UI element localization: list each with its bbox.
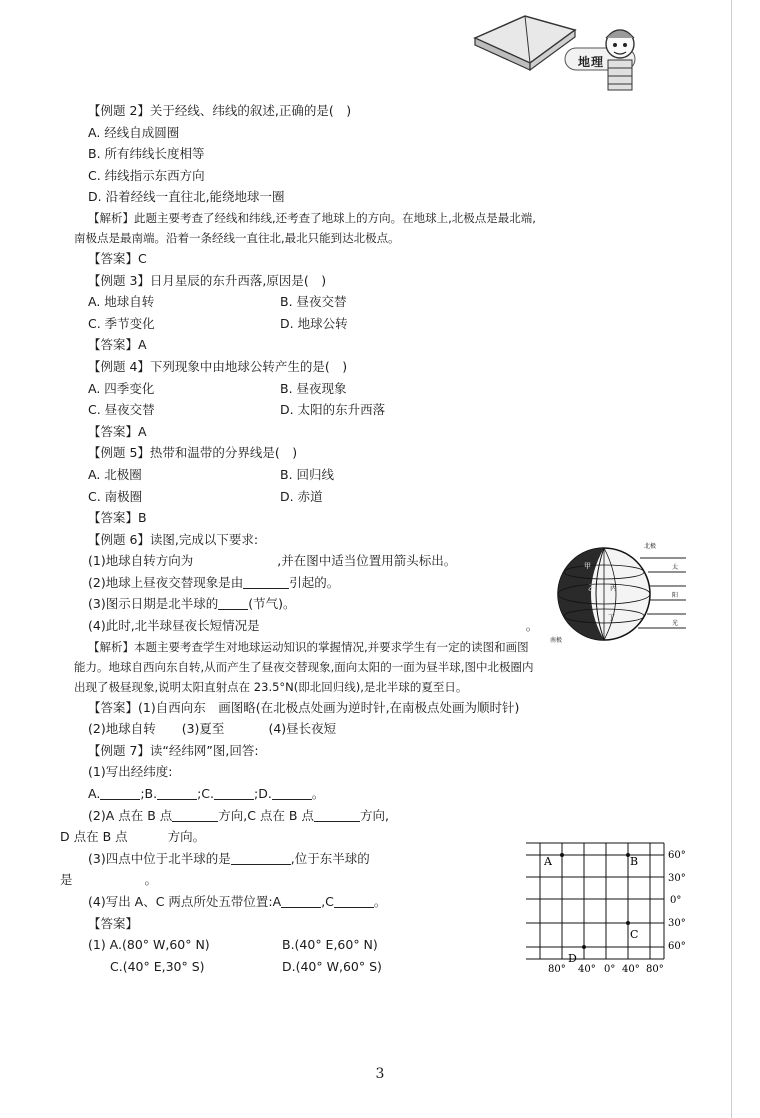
q6-answer-1: 【答案】(1)自西向东 画图略(在北极点处画为逆时针,在南极点处画为顺时针) xyxy=(88,699,520,715)
q6-answer-2-part-c: (4)昼长夜短 xyxy=(268,721,337,737)
q7-blank-d[interactable] xyxy=(272,785,312,800)
q6-answer-2-part-a: (2)地球自转 xyxy=(88,721,156,737)
q7-item-1-blanks xyxy=(88,783,680,805)
q7-item-2-text-d: D 点在 B 点 xyxy=(60,829,128,845)
q6-item-3-text-a: (3)图示日期是北半球的 xyxy=(88,596,219,612)
q5-option-a: A. 北极圈 xyxy=(88,466,142,482)
point-b-label: B xyxy=(630,855,639,868)
q7-item-4-blank-c[interactable] xyxy=(334,893,374,908)
q7-item-2-text-c: 方向, xyxy=(359,807,389,823)
q3-stem: 【例题 3】日月星辰的东升西落,原因是( ) xyxy=(88,272,327,288)
q5-option-b: B. 回归线 xyxy=(280,466,335,482)
q3-options-row-1 xyxy=(88,291,680,313)
q2-analysis-2: 南极点是最南端。沿着一条经线一直往北,最北只能到达北极点。 xyxy=(74,230,400,245)
q2-option-a: A. 经线自成圆圈 xyxy=(88,124,180,140)
point-c-label: C xyxy=(630,928,639,941)
q4-stem: 【例题 4】下列现象中由地球公转产生的是( ) xyxy=(88,358,348,374)
q7-item-4-text-a: (4)写出 A、C 两点所处五带位置:A xyxy=(88,894,282,909)
q2-option-d: D. 沿着经线一直往北,能绕地球一圈 xyxy=(88,189,285,205)
lon-label-0: 0° xyxy=(604,964,616,975)
q7-item-4-text-c: 。 xyxy=(373,894,387,909)
point-d-label: D xyxy=(568,952,577,965)
q7-item-3-text-c: 是 xyxy=(60,872,73,888)
q7-answer-a: (1) A.(80° W,60° N) xyxy=(88,937,210,953)
q6-item-3-blank[interactable] xyxy=(218,595,248,610)
lon-label-80w: 80° xyxy=(548,964,566,975)
sun-label-1: 太 xyxy=(672,564,679,571)
q7-item-2-blank-2[interactable] xyxy=(314,807,360,822)
sun-label-2: 阳 xyxy=(672,592,679,599)
lat-label-30n: 30° xyxy=(668,873,686,884)
q6-item-2-text-b: 引起的。 xyxy=(289,574,340,590)
point-label-ding: 丁 xyxy=(608,614,615,622)
lat-label-60n: 60° xyxy=(668,850,686,861)
q6-answer-2-part-b: (3)夏至 xyxy=(181,721,225,737)
q7-answer-d: D.(40° W,60° S) xyxy=(282,958,382,974)
q5-option-d: D. 赤道 xyxy=(280,488,323,504)
q2-option-c: C. 纬线指示东西方向 xyxy=(88,167,205,183)
subject-badge: 地理 xyxy=(578,55,605,69)
q3-answer: 【答案】A xyxy=(88,337,147,353)
q7-blank-a[interactable] xyxy=(100,785,140,800)
lon-label-40e: 40° xyxy=(622,964,640,975)
q5-options-row-2 xyxy=(88,486,680,508)
q3-option-d: D. 地球公转 xyxy=(280,315,348,331)
q6-analysis-3: 出现了极昼现象,说明太阳直射点在 23.5°N(即北回归线),是北半球的夏至日。 xyxy=(74,679,468,694)
q7-blank-b[interactable] xyxy=(157,785,197,800)
q6-item-4-text-b: 。 xyxy=(525,618,539,634)
q4-answer: 【答案】A xyxy=(88,423,147,439)
q7-item-3-text-a: (3)四点中位于北半球的是 xyxy=(88,850,231,866)
point-label-yi: 乙 xyxy=(588,584,595,592)
figure-north-label: 北极 xyxy=(644,543,657,550)
lat-label-60s: 60° xyxy=(668,941,686,952)
q2-analysis-1: 【解析】此题主要考查了经线和纬线,还考查了地球上的方向。在地球上,北极点是最北端, xyxy=(88,210,536,225)
q6-analysis-1: 【解析】本题主要考查学生对地球运动知识的掌握情况,并要求学生有一定的读图和画图 xyxy=(88,639,529,654)
q7-item-2-text-e: 方向。 xyxy=(167,829,206,845)
q6-stem: 【例题 6】读图,完成以下要求: xyxy=(88,531,259,547)
q7-answer-head: 【答案】 xyxy=(88,915,139,931)
point-label-bing: 丙 xyxy=(610,584,617,592)
q4-options-row-1 xyxy=(88,378,680,400)
q7-stem: 【例题 7】读“经纬网”图,回答: xyxy=(88,742,259,758)
lat-label-30s: 30° xyxy=(668,918,686,929)
q3-option-a: A. 地球自转 xyxy=(88,294,155,310)
q7-item-1: (1)写出经纬度: xyxy=(88,764,173,780)
q4-options-row-2 xyxy=(88,399,680,421)
point-c-marker xyxy=(626,921,630,925)
q3-option-c: C. 季节变化 xyxy=(88,315,155,331)
q5-answer: 【答案】B xyxy=(88,510,147,526)
lon-label-40w: 40° xyxy=(578,964,596,975)
page-border xyxy=(731,0,732,1118)
q7-item-3-blank[interactable] xyxy=(231,850,291,865)
q6-answer-2 xyxy=(88,718,680,740)
point-a-marker xyxy=(560,853,564,857)
q7-item-4-blank-a[interactable] xyxy=(281,893,321,908)
q7-item-1-label-a: A. xyxy=(88,786,101,802)
q4-option-c: C. 昼夜交替 xyxy=(88,402,155,418)
q7-item-1-label-b: ;B. xyxy=(140,786,158,802)
q4-option-b: B. 昼夜现象 xyxy=(280,380,347,396)
q6-item-2-text-a: (2)地球上昼夜交替现象是由 xyxy=(88,574,244,590)
q7-blank-c[interactable] xyxy=(214,785,254,800)
q7-item-1-label-d: ;D. xyxy=(254,786,272,802)
q7-item-2 xyxy=(88,805,680,827)
q6-item-3-text-b: (节气)。 xyxy=(248,596,296,612)
q2-stem: 【例题 2】关于经线、纬线的叙述,正确的是( ) xyxy=(88,103,352,118)
q3-options-row-2 xyxy=(88,313,680,335)
lat-long-grid-figure xyxy=(518,835,698,975)
q6-item-1-text-b: ,并在图中适当位置用箭头标出。 xyxy=(277,553,457,569)
point-label-jia: 甲 xyxy=(584,562,591,570)
q2-answer: 【答案】C xyxy=(88,250,147,266)
q6-analysis-2: 能力。地球自西向东自转,从而产生了昼夜交替现象,面向太阳的一面为昼半球,图中北极圈内 xyxy=(74,659,534,674)
q7-item-1-end: 。 xyxy=(311,786,325,802)
q5-option-c: C. 南极圈 xyxy=(88,488,143,504)
q7-item-2-text-b: 方向,C 点在 B 点 xyxy=(218,807,314,823)
q7-item-4-text-b: ,C xyxy=(321,894,334,909)
point-a-label: A xyxy=(544,855,552,868)
point-d-marker xyxy=(582,945,586,949)
q6-item-1-text-a: (1)地球自转方向为 xyxy=(88,553,194,569)
earth-illumination-figure xyxy=(548,540,688,645)
q7-answer-b: B.(40° E,60° N) xyxy=(282,937,378,953)
q4-option-d: D. 太阳的东升西落 xyxy=(280,402,386,418)
q7-item-3-text-b: ,位于东半球的 xyxy=(290,850,370,866)
figure-south-label: 南极 xyxy=(550,637,563,644)
sun-label-3: 光 xyxy=(672,620,679,627)
q5-options-row-1 xyxy=(88,464,680,486)
lat-label-0: 0° xyxy=(670,895,682,906)
q7-answer-c: C.(40° E,30° S) xyxy=(110,958,205,974)
q5-stem: 【例题 5】热带和温带的分界线是( ) xyxy=(88,445,298,461)
q7-item-2-text-a: (2)A 点在 B 点 xyxy=(88,807,173,823)
q7-item-3-text-d: 。 xyxy=(144,872,158,888)
book-illustration-icon xyxy=(470,8,640,98)
q6-item-4-text-a: (4)此时,北半球昼夜长短情况是 xyxy=(88,618,260,634)
q2-option-b: B. 所有纬线长度相等 xyxy=(88,146,205,162)
page-number: 3 xyxy=(375,1066,385,1082)
q7-item-2-blank-1[interactable] xyxy=(172,807,218,822)
q7-item-1-label-c: ;C. xyxy=(197,786,214,802)
q6-item-2-blank[interactable] xyxy=(243,574,289,589)
q3-option-b: B. 昼夜交替 xyxy=(280,294,347,310)
lon-label-80e: 80° xyxy=(646,964,664,975)
q4-option-a: A. 四季变化 xyxy=(88,380,155,396)
